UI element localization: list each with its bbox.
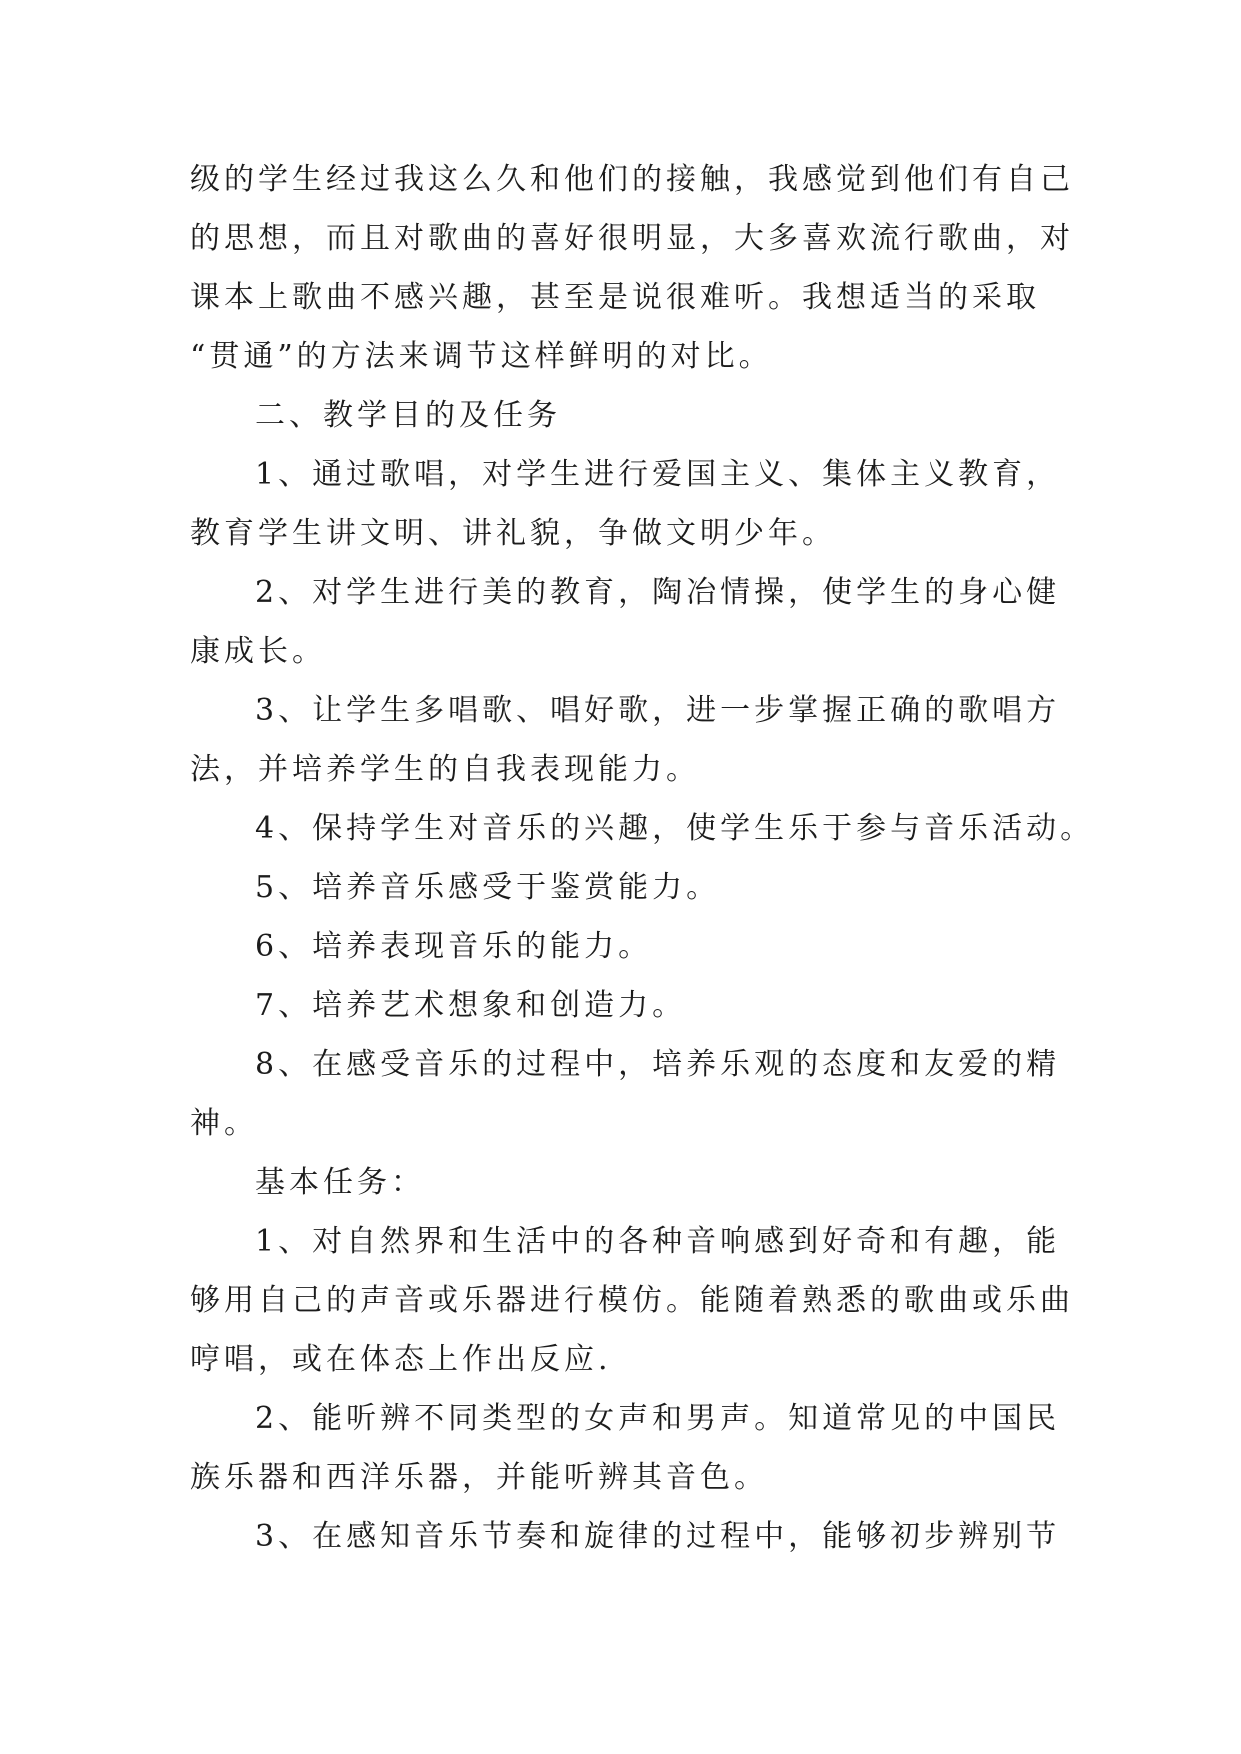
list-item-continuation: 神。: [190, 1106, 258, 1141]
list-item: 2、对学生进行美的教育，陶冶情操，使学生的身心健: [255, 575, 1061, 610]
list-item: 3、在感知音乐节奏和旋律的过程中，能够初步辨别节: [255, 1519, 1061, 1554]
paragraph-line: 级的学生经过我这么久和他们的接触，我感觉到他们有自己: [190, 162, 1074, 197]
list-item-continuation: 族乐器和西洋乐器，并能听辨其音色。: [190, 1460, 768, 1495]
list-item-continuation: 哼唱，或在体态上作出反应.: [190, 1342, 612, 1377]
list-item: 2、能听辨不同类型的女声和男声。知道常见的中国民: [255, 1401, 1061, 1436]
list-item: 8、在感受音乐的过程中，培养乐观的态度和友爱的精: [255, 1047, 1061, 1082]
list-item-continuation: 教育学生讲文明、讲礼貌，争做文明少年。: [190, 516, 836, 551]
paragraph-line: 的思想，而且对歌曲的喜好很明显，大多喜欢流行歌曲，对: [190, 221, 1074, 256]
list-item: 1、通过歌唱，对学生进行爱国主义、集体主义教育，: [255, 457, 1061, 492]
paragraph-line: “贯通”的方法来调节这样鲜明的对比。: [190, 339, 773, 374]
list-item-continuation: 够用自己的声音或乐器进行模仿。能随着熟悉的歌曲或乐曲: [190, 1283, 1074, 1318]
list-item: 7、培养艺术想象和创造力。: [255, 988, 687, 1023]
section-heading: 基本任务：: [255, 1165, 425, 1200]
document-body: [190, 160, 1095, 1576]
list-item: 4、保持学生对音乐的兴趣，使学生乐于参与音乐活动。: [255, 811, 1095, 846]
list-item: 5、培养音乐感受于鉴赏能力。: [255, 870, 721, 905]
list-item-continuation: 康成长。: [190, 634, 326, 669]
section-heading: 二、教学目的及任务: [255, 398, 561, 433]
list-item: 1、对自然界和生活中的各种音响感到好奇和有趣，能: [255, 1224, 1061, 1259]
list-item: 6、培养表现音乐的能力。: [255, 929, 653, 964]
list-item-continuation: 法，并培养学生的自我表现能力。: [190, 752, 700, 787]
list-item: 3、让学生多唱歌、唱好歌，进一步掌握正确的歌唱方: [255, 693, 1061, 728]
paragraph-line: 课本上歌曲不感兴趣，甚至是说很难听。我想适当的采取: [190, 280, 1040, 315]
